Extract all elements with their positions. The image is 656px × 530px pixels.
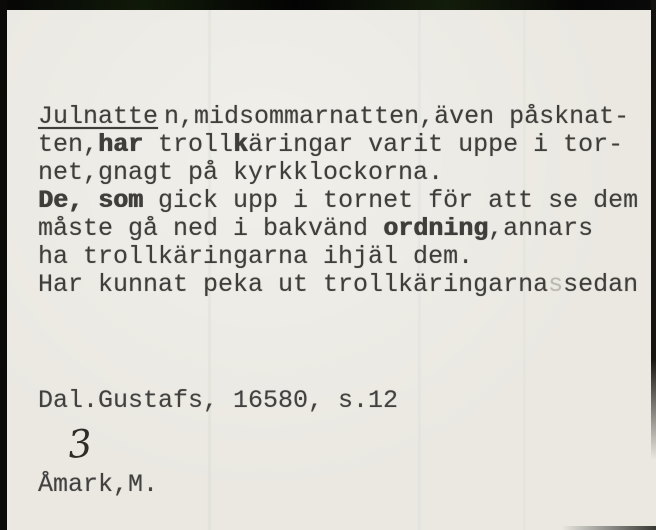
typewritten-segment: ordning <box>383 214 489 243</box>
typewritten-segment: net,gnagt på kyrkklockorna. <box>38 158 444 187</box>
typewritten-segment: ,annars <box>488 214 594 243</box>
typewritten-segment: n,midsommarnatten,även påsknat- <box>164 102 630 131</box>
typewritten-line <box>38 215 638 243</box>
typewritten-line <box>38 131 638 159</box>
typewritten-segment: har <box>98 130 144 159</box>
scan-border-right <box>651 0 656 460</box>
typewritten-segment: äringar varit uppe i tor- <box>248 130 624 159</box>
scan-border-left <box>0 0 7 530</box>
typewritten-segment: ha trollkäringarna ihjäl dem. <box>38 242 474 271</box>
typewritten-line <box>38 271 638 299</box>
handwritten-number: 3 <box>66 421 95 467</box>
typewritten-segment: Julnatte <box>38 102 159 131</box>
source-reference <box>38 331 398 527</box>
typewritten-line <box>38 243 638 271</box>
typewritten-line <box>38 187 638 215</box>
source-line-archive: Dal.Gustafs, 16580, s.12 <box>38 386 399 415</box>
typewritten-segment: måste gå ned i bakvänd <box>38 214 384 243</box>
typewritten-segment: troll <box>143 130 234 159</box>
typewritten-segment: s <box>548 270 564 299</box>
source-line-collector: Åmark,M. <box>38 470 159 499</box>
scan-border-bottom-right <box>561 526 656 530</box>
scan-border-top <box>0 0 656 10</box>
typewritten-segment: De, som <box>38 186 144 215</box>
typewritten-line <box>38 159 638 187</box>
typewritten-segment: sedan <box>563 270 639 299</box>
typewritten-text <box>38 103 638 299</box>
typewritten-segment: ten, <box>38 130 99 159</box>
typewritten-line <box>38 103 638 131</box>
typewritten-segment: Har kunnat peka ut trollkäringarna <box>38 270 549 299</box>
typewritten-segment: k <box>233 130 249 159</box>
typewritten-segment: gick upp i tornet för att se dem <box>143 186 639 215</box>
